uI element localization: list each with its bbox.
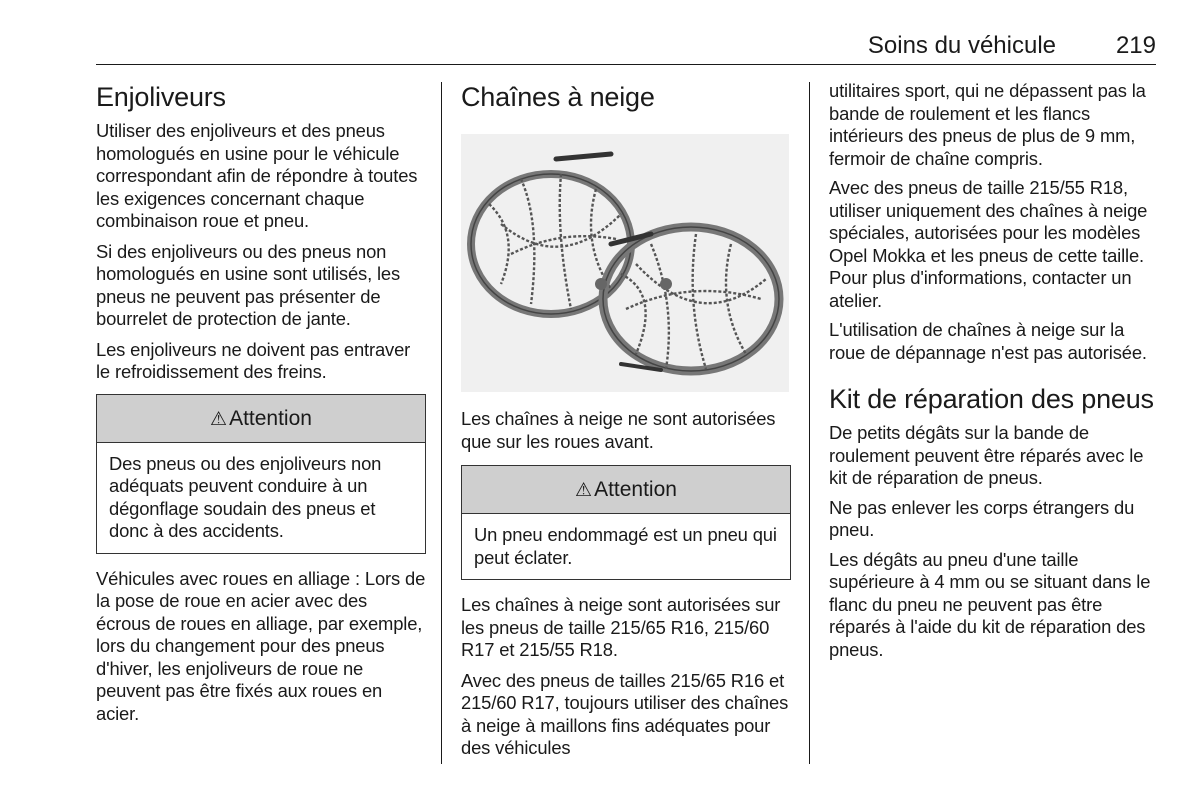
paragraph: Ne pas enlever les corps étrangers du pneu. bbox=[829, 496, 1135, 540]
column-divider-1 bbox=[441, 82, 442, 764]
attention-text: Des pneus ou des enjoliveurs non adéquats peuvent conduire à un dégonflage soudain des pneus et donc à des accidents. bbox=[109, 452, 382, 541]
page-number: 219 bbox=[1115, 32, 1156, 59]
attention-text: Un pneu endommagé est un pneu qui peut éclater. bbox=[474, 524, 777, 568]
section-title: Soins du véhicule bbox=[867, 32, 1056, 59]
paragraph: Les chaînes à neige sont autorisées sur les pneus de taille 215/65 R16, 215/60 R17 et 215/55 R18. bbox=[461, 594, 781, 660]
attention-box bbox=[461, 465, 791, 580]
heading-enjoliveurs: Enjoliveurs bbox=[96, 82, 226, 112]
warning-triangle-icon: ⚠ bbox=[210, 408, 228, 430]
column-divider-2 bbox=[809, 82, 810, 764]
paragraph: L'utilisation de chaînes à neige sur la roue de dépannage n'est pas autorisée. bbox=[829, 319, 1147, 363]
attention-header bbox=[97, 395, 425, 443]
paragraph: Avec des pneus de taille 215/55 R18, utiliser uniquement des chaînes à neige spéciales, autorisées pour les modèles Opel Mokka et les pneus de cette taille. Pour plus d'informations, contacter un atelier. bbox=[829, 177, 1148, 311]
snow-chains-illustration bbox=[461, 134, 789, 392]
column-hubcaps bbox=[96, 80, 426, 733]
paragraph: Avec des pneus de tailles 215/65 R16 et 215/60 R17, toujours utiliser des chaînes à neige à maillons fins adéquates pour des véhicules bbox=[461, 669, 789, 758]
column-snow-chains bbox=[461, 80, 791, 768]
paragraph: utilitaires sport, qui ne dépassent pas la bande de roulement et les flancs intérieurs des pneus de plus de 9 mm, fermoir de chaîne compris. bbox=[829, 80, 1146, 169]
column-repair-kit bbox=[829, 80, 1161, 668]
attention-title: Attention bbox=[229, 406, 312, 430]
heading-kit-reparation: Kit de réparation des pneus bbox=[829, 384, 1154, 414]
warning-triangle-icon: ⚠ bbox=[575, 480, 593, 501]
paragraph: De petits dégâts sur la bande de roulement peuvent être réparés avec le kit de réparation de pneus. bbox=[829, 422, 1144, 488]
heading-chaines: Chaînes à neige bbox=[461, 82, 655, 112]
paragraph: Véhicules avec roues en alliage : Lors de la pose de roue en acier avec des écrous de roues en alliage, par exemple, lors du changement pour des pneus d'hiver, les enjoliveurs de roue ne peuvent pas être fixés aux roues en acier. bbox=[96, 567, 426, 724]
paragraph: Si des enjoliveurs ou des pneus non homologués en usine sont utilisés, les pneus ne peuvent pas présenter de bourrelet de protection de jante. bbox=[96, 240, 401, 329]
attention-header bbox=[462, 466, 790, 514]
paragraph: Les chaînes à neige ne sont autorisées que sur les roues avant. bbox=[461, 408, 776, 452]
attention-box bbox=[96, 394, 426, 554]
paragraph: Les dégâts au pneu d'une taille supérieure à 4 mm ou se situant dans le flanc du pneu ne peuvent pas être réparés à l'aide du kit de réparation des pneus. bbox=[829, 548, 1151, 660]
page-header bbox=[96, 30, 1156, 65]
attention-title: Attention bbox=[594, 478, 677, 501]
paragraph: Les enjoliveurs ne doivent pas entraver le refroidissement des freins. bbox=[96, 338, 411, 382]
paragraph: Utiliser des enjoliveurs et des pneus homologués en usine pour le véhicule correspondant afin de répondre à toutes les exigences concernant chaque combinaison roue et pneu. bbox=[96, 120, 418, 231]
